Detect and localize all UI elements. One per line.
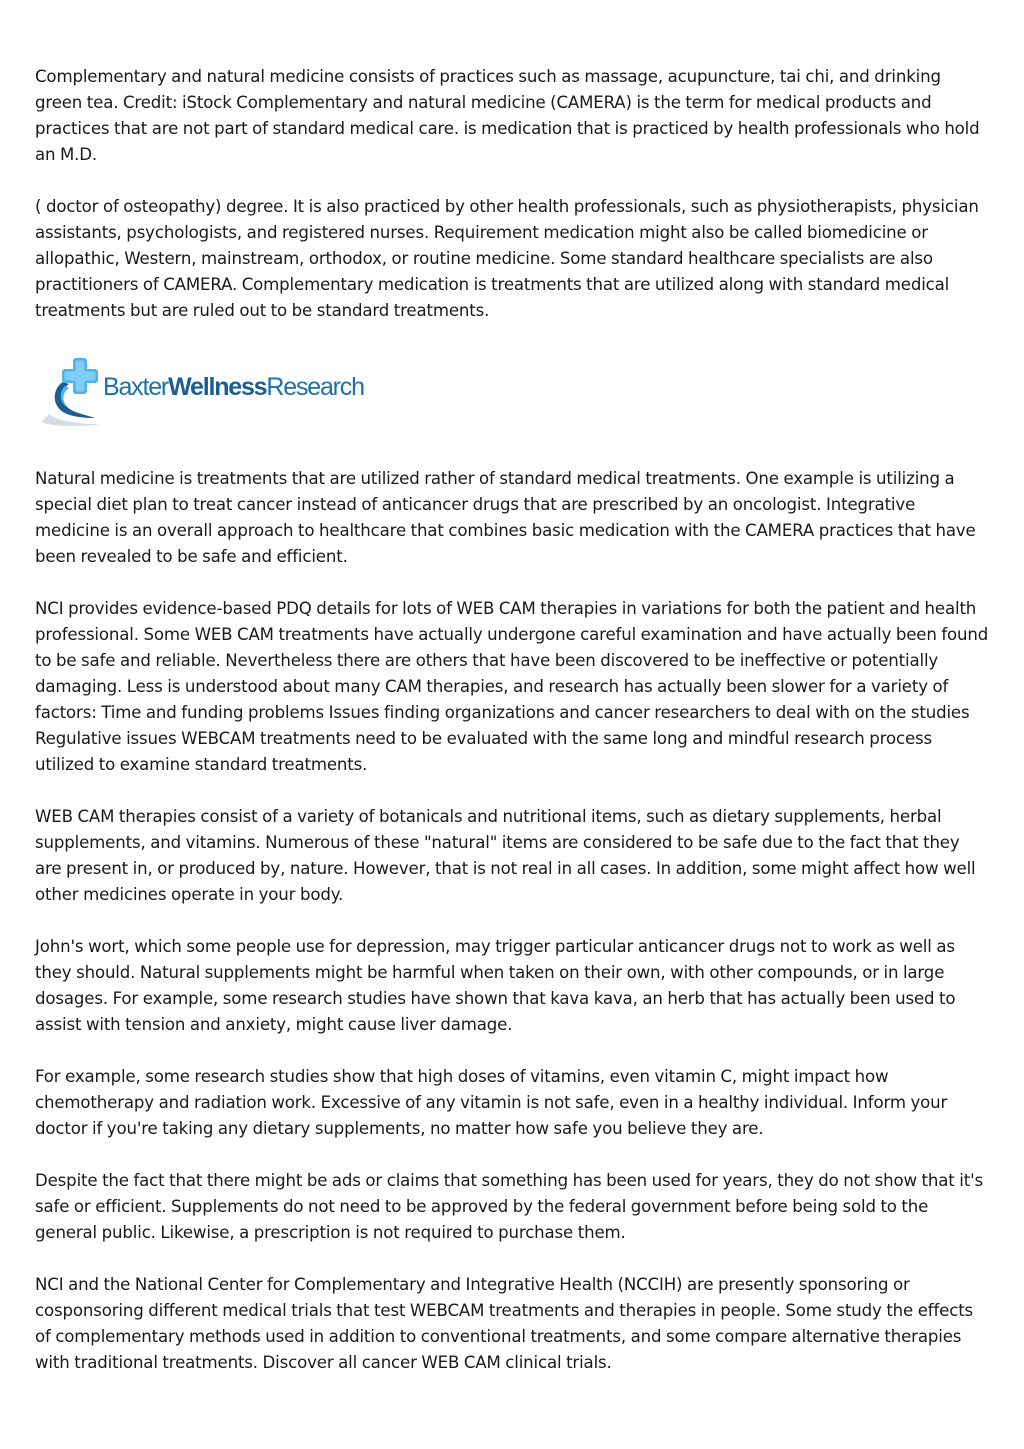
article <box>35 64 990 1402</box>
paragraph-9: NCI and the National Center for Complementary and Integrative Health (NCCIH) are presently sponsoring or cosponsoring different medical trials that test WEBCAM treatments and therapies in people. Some study the effects of complementary methods used in addition to conventional treatments, and some compare alternative therapies with traditional treatments. Discover all cancer WEB CAM clinical trials. <box>35 1275 974 1372</box>
paragraph-6: John's wort, which some people use for depression, may trigger particular anticancer drugs not to work as well as they should. Natural supplements might be harmful when taken on their own, with other compounds, or in large dosages. For example, some research studies have shown that kava kava, an herb that has actually been used to assist with tension and anxiety, might cause liver damage. <box>35 937 956 1034</box>
paragraph-3: Natural medicine is treatments that are utilized rather of standard medical treatments. One example is utilizing a special diet plan to treat cancer instead of anticancer drugs that are prescribed by an oncologist. Integrative medicine is an overall approach to healthcare that combines basic medication with the CAMERA practices that have been revealed to be safe and efficient. <box>35 469 976 566</box>
logo-word-wellness: Wellness <box>168 372 267 401</box>
paragraph-8: Despite the fact that there might be ads or claims that something has been used for years, they do not show that it's safe or efficient. Supplements do not need to be approved by the federal government before being sold to the general public. Likewise, a prescription is not required to purchase them. <box>35 1171 984 1242</box>
logo-word-research: Research <box>266 372 364 401</box>
paragraph-5: WEB CAM therapies consist of a variety of botanicals and nutritional items, such as dietary supplements, herbal supplements, and vitamins. Numerous of these "natural" items are considered to be safe due to the fact that they are present in, or produced by, nature. However, that is not real in all cases. In addition, some might affect how well other medicines operate in your body. <box>35 807 976 904</box>
medical-cross-hands-icon <box>37 352 107 428</box>
logo-container <box>35 350 990 436</box>
logo-wordmark <box>103 373 364 402</box>
paragraph-4: NCI provides evidence-based PDQ details for lots of WEB CAM therapies in variations for both the patient and health professional. Some WEB CAM treatments have actually undergone careful examination and have actually been found to be safe and reliable. Nevertheless there are others that have been discovered to be ineffective or potentially damaging. Less is understood about many CAM therapies, and research has actually been slower for a variety of factors: Time and funding problems Issues finding organizations and cancer researchers to deal with on the studies Regulative issues WEBCAM treatments need to be evaluated with the same long and mindful research process utilized to examine standard treatments. <box>35 599 989 774</box>
paragraph-7: For example, some research studies show that high doses of vitamins, even vitamin C, might impact how chemotherapy and radiation work. Excessive of any vitamin is not safe, even in a healthy individual. Inform your doctor if you're taking any dietary supplements, no matter how safe you believe they are. <box>35 1067 948 1138</box>
logo-word-baxter: Baxter <box>103 372 169 401</box>
paragraph-2: ( doctor of osteopathy) degree. It is also practiced by other health professionals, such as physiotherapists, physician assistants, psychologists, and registered nurses. Requirement medication might also be called biomedicine or allopathic, Western, mainstream, orthodox, or routine medicine. Some standard healthcare specialists are also practitioners of CAMERA. Complementary medication is treatments that are utilized along with standard medical treatments but are ruled out to be standard treatments. <box>35 197 979 320</box>
baxter-wellness-research-logo <box>37 350 364 430</box>
paragraph-1: Complementary and natural medicine consists of practices such as massage, acupuncture, tai chi, and drinking green tea. Credit: iStock Complementary and natural medicine (CAMERA) is the term for medical products and practices that are not part of standard medical care. is medication that is practiced by health professionals who hold an M.D. <box>35 67 980 164</box>
